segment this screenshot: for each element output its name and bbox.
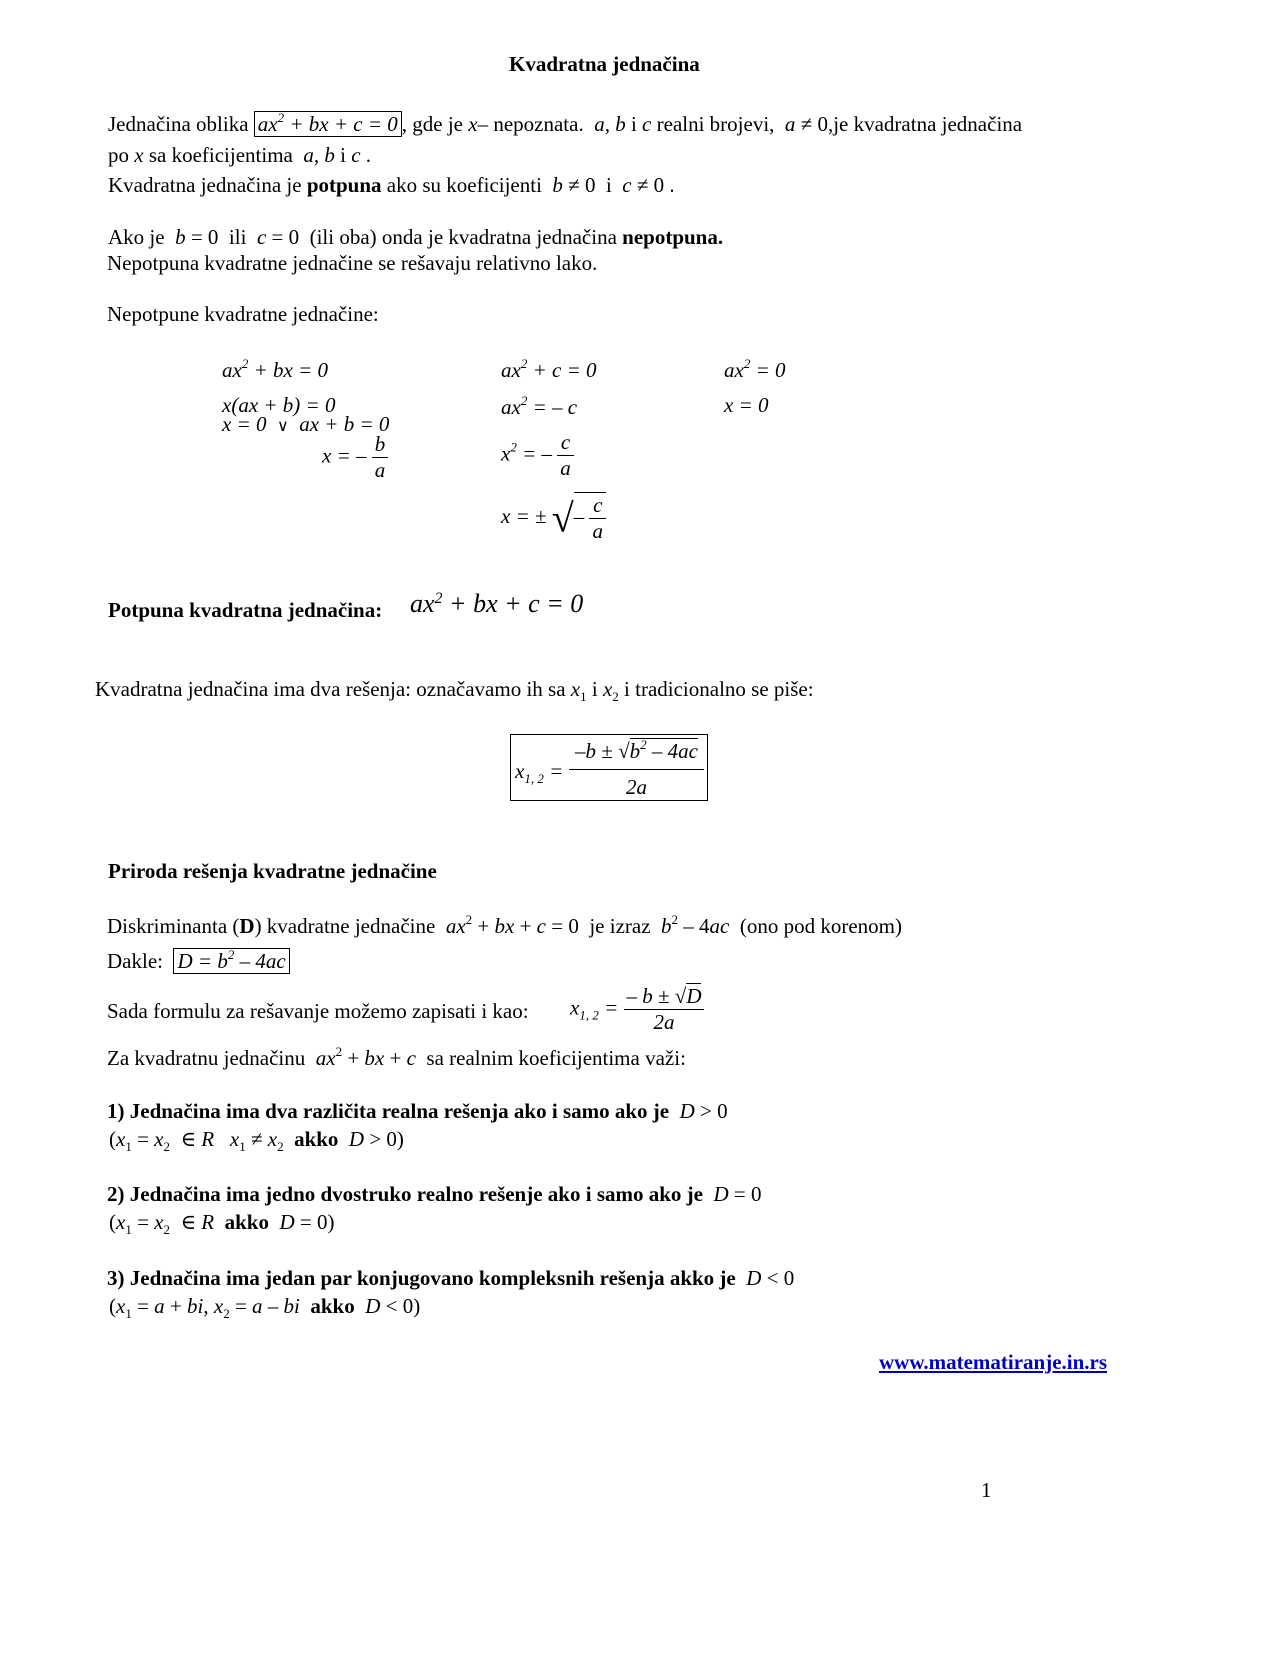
intro-line-3: Kvadratna jednačina je potpuna ako su koeficijenti b ≠ 0 i c ≠ 0 . [108,173,675,197]
intro-line-4: Ako je b = 0 ili c = 0 (ili oba) onda je kvadratna jednačina nepotpuna. [108,225,724,249]
discriminant-box: $D = b^2 - 4ac$ [173,948,289,974]
general-form-box: $ax^2$ + bx + c = 0 [254,111,402,137]
case-1-detail: ($x_1 = x_2$ ∈ R $x_1 \ne x_2$ akko D > 0) [109,1127,404,1154]
discriminant-line: Diskriminanta (D) kvadratne jednačine $ax^2$ + bx + c = 0 je izraz $b^2 - 4ac$ (ono pod korenom) [107,912,902,938]
page-number: 1 [981,1478,992,1502]
quadratic-formula-box: $x_{1, 2}$ = $-b \pm √b^2 - 4ac$ 2a [510,734,708,801]
case-3-detail: ($x_1 = a$ + bi, $x_2 = a$ – bi akko D < 0) [109,1294,421,1321]
nature-heading: Priroda rešenja kvadratne jednačine [108,859,437,883]
intro-line-1: Jednačina oblika $ax^2$ + bx + c = 0 , gde je x– nepoznata. a, b i c realni brojevi, a ≠ 0,je kvadratna jednačina [108,110,1023,136]
page-title: Kvadratna jednačina [509,52,700,76]
website-link[interactable]: www.matematiranje.in.rs [879,1350,1108,1374]
za-line: Za kvadratnu jednačinu $ax^2$ + bx + c sa realnim koeficijentima važi: [107,1044,686,1070]
sada-line: Sada formulu za rešavanje možemo zapisati i kao: [107,999,529,1023]
two-solutions-line: Kvadratna jednačina ima dva rešenja: označavamo ih sa $x_1$ i $x_2$ i tradicionalno se piše: [95,677,814,704]
case-3: 3) Jednačina ima jedan par konjugovano kompleksnih rešenja akko je D < 0 [107,1266,795,1290]
case-2-detail: ($x_1 = x_2$ ∈ R akko D = 0) [109,1210,335,1237]
complete-equation: $ax^2$ + bx + c = 0 [410,589,584,618]
case-1: 1) Jednačina ima dva različita realna rešenja ako i samo ako je D > 0 [107,1099,728,1123]
intro-line-5: Nepotpuna kvadratne jednačine se rešavaju relativno lako. [107,251,598,275]
dakle-line: Dakle: $D = b^2 - 4ac$ [107,949,290,974]
complete-heading: Potpuna kvadratna jednačina: [108,598,383,622]
case-2: 2) Jednačina ima jedno dvostruko realno rešenje ako i samo ako je D = 0 [107,1182,762,1206]
alt-formula: $x_{1, 2}$ = $\frac{- b \pm √D}{2a}$ [570,984,704,1035]
intro-line-6: Nepotpune kvadratne jednačine: [107,302,379,326]
intro-line-2: po x sa koeficijentima a, b i c . [108,143,372,167]
